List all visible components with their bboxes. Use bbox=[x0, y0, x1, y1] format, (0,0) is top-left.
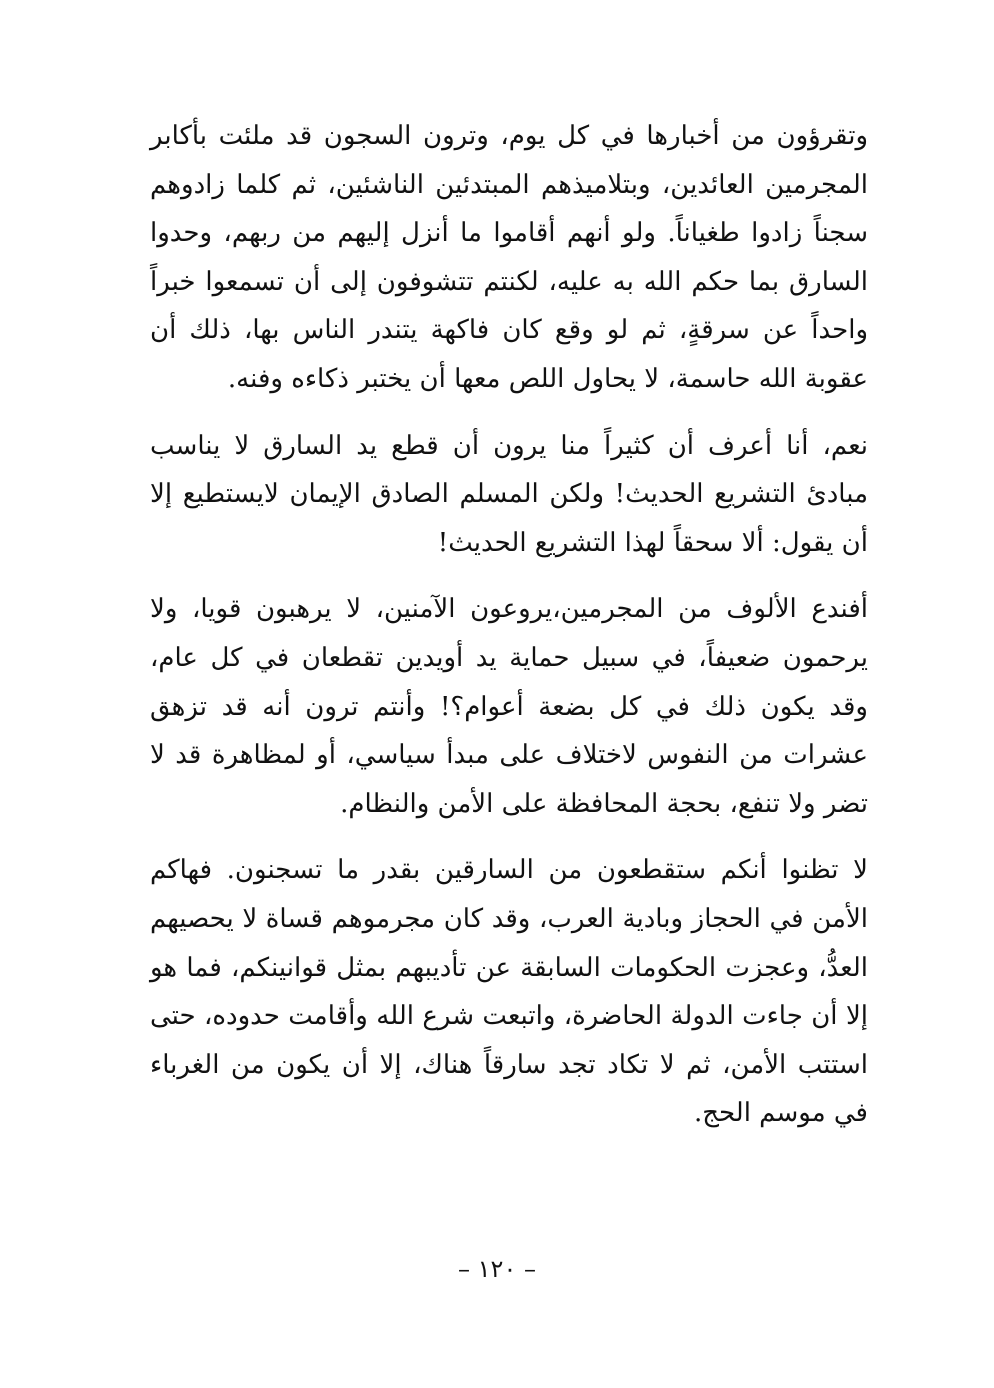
paragraph-2: نعم، أنا أعرف أن كثيراً منا يرون أن قطع يد السارق لا يناسب مبادئ التشريع الحديث! ولكن المسلم الصادق الإيمان لايستطيع إلا أن يقول: ألا سحقاً لهذا التشريع الحديث! bbox=[150, 430, 868, 558]
body-text bbox=[150, 112, 868, 1156]
paragraph-1: وتقرؤون من أخبارها في كل يوم، وترون السجون قد ملئت بأكابر المجرمين العائدين، وبتلاميذهم المبتدئين الناشئين، ثم كلما زادوهم سجناً زادوا طغياناً. ولو أنهم أقاموا ما أنزل إليهم من ربهم، وحدوا السارق بما حكم الله به عليه، لكنتم تتشوفون إلى أن تسمعوا خبراً واحداً عن سرقةٍ، ثم لو وقع كان فاكهة يتندر الناس بها، ذلك أن عقوبة الله حاسمة، لا يحاول اللص معها أن يختبر ذكاءه وفنه. bbox=[150, 121, 868, 394]
paragraph-4: لا تظنوا أنكم ستقطعون من السارقين بقدر ما تسجنون. فهاكم الأمن في الحجاز وبادية العرب، وقد كان مجرموهم قساة لا يحصيهم العدُّ، وعجزت الحكومات السابقة عن تأديبهم بمثل قوانينكم، فما هو إلا أن جاءت الدولة الحاضرة، واتبعت شرع الله وأقامت حدوده، حتى استتب الأمن، ثم لا تكاد تجد سارقاً هناك، إلا أن يكون من الغرباء في موسم الحج. bbox=[150, 855, 868, 1129]
page-number: – ١٢٠ – bbox=[458, 1255, 536, 1283]
paragraph-3: أفندع الألوف من المجرمين،يروعون الآمنين، لا يرهبون قويا، ولا يرحمون ضعيفاً، في سبيل حماية يد أويدين تقطعان في كل عام، وقد يكون ذلك في كل بضعة أعوام؟! وأنتم ترون أنه قد تزهق عشرات من النفوس لاختلاف على مبدأ سياسي، أو لمظاهرة قد لا تضر ولا تنفع، بحجة المحافظة على الأمن والنظام. bbox=[150, 594, 868, 819]
